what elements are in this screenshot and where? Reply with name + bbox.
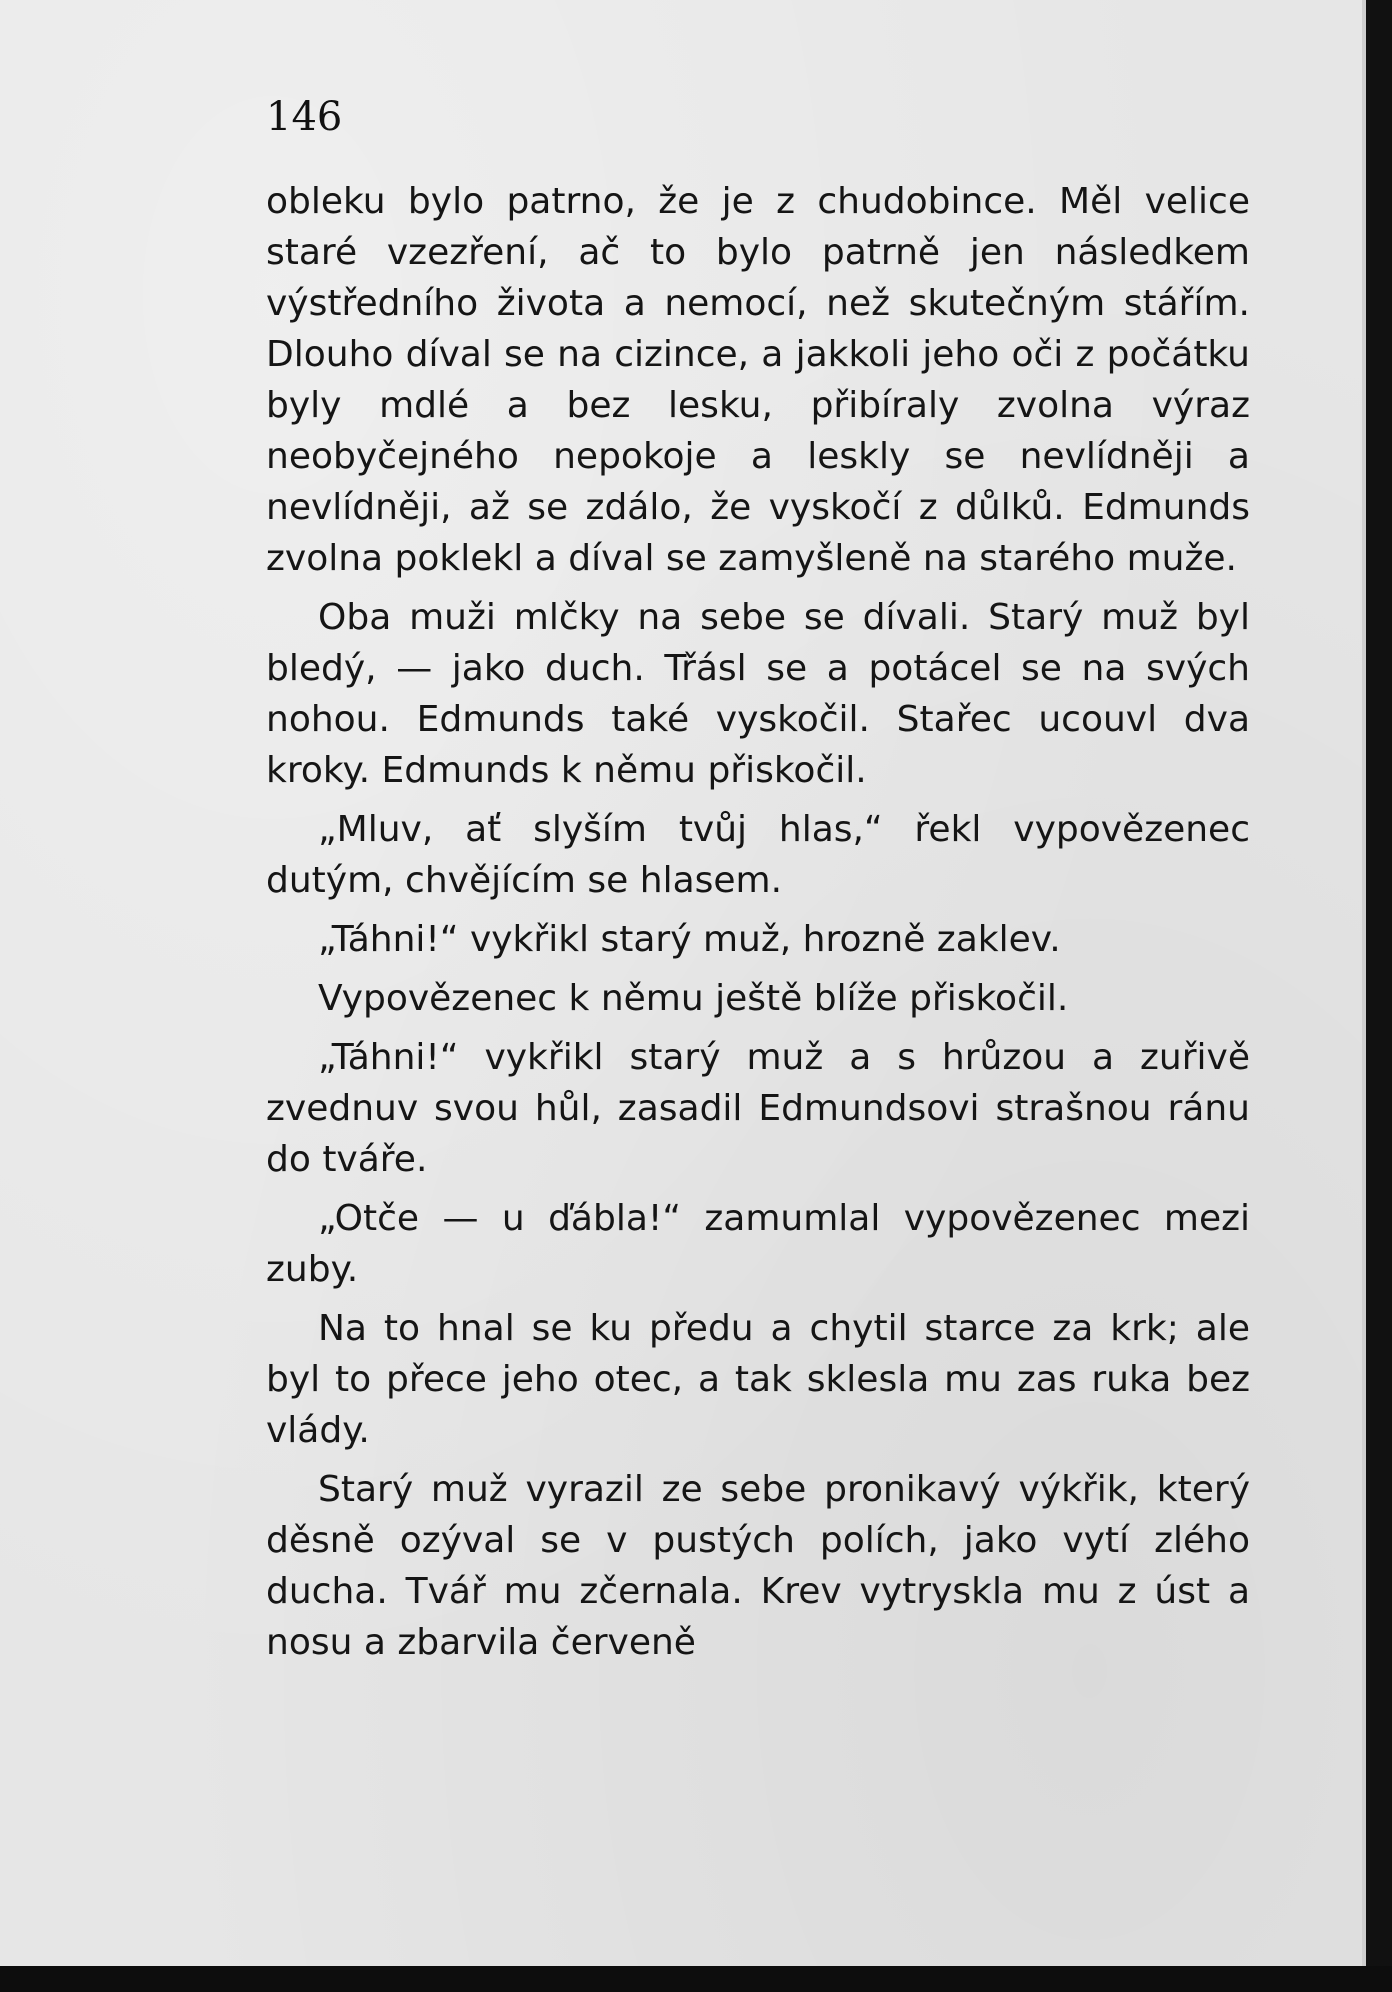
paragraph: Starý muž vyrazil ze sebe pronikavý výkřik, který děsně ozýval se v pustých polích, jako vytí zlého ducha. Tvář mu zčernala. Krev vytryskla mu z úst a nosu a zbarvila červeně	[266, 1469, 1250, 1663]
page-bottom-shadow	[0, 1966, 1392, 1992]
paragraph: obleku bylo patrno, že je z chudobince. Měl velice staré vzezření, ač to bylo patrně jen následkem výstředního života a nemocí, než skutečným stářím. Dlouho díval se na cizince, a jakkoli jeho oči z počátku byly mdlé a bez lesku, přibíraly zvolna výraz neobyčejného nepokoje a leskly se nevlídněji a nevlídněji, až se zdálo, že vyskočí z důlků. Edmunds zvolna poklekl a díval se zamyšleně na starého muže.	[266, 181, 1250, 579]
paragraph: „Mluv, ať slyším tvůj hlas,“ řekl vypovězenec dutým, chvějícím se hlasem.	[266, 809, 1250, 901]
paragraph: Na to hnal se ku předu a chytil starce za krk; ale byl to přece jeho otec, a tak sklesla mu zas ruka bez vlády.	[266, 1308, 1250, 1451]
paragraph: Oba muži mlčky na sebe se dívali. Starý muž byl bledý, — jako duch. Třásl se a potácel se na svých nohou. Edmunds také vyskočil. Stařec ucouvl dva kroky. Edmunds k němu přiskočil.	[266, 597, 1250, 791]
paragraph: „Táhni!“ vykřikl starý muž, hrozně zaklev.	[318, 919, 1061, 960]
paragraph: „Otče — u ďábla!“ zamumlal vypovězenec mezi zuby.	[266, 1198, 1250, 1290]
page-number: 146	[266, 94, 343, 140]
paragraph: Vypovězenec k němu ještě blíže přiskočil.	[318, 978, 1069, 1019]
body-text	[266, 176, 1250, 1676]
paragraph: „Táhni!“ vykřikl starý muž a s hrůzou a zuřivě zvednuv svou hůl, zasadil Edmundsovi strašnou ránu do tváře.	[266, 1037, 1250, 1180]
page-edge-shadow	[1362, 0, 1392, 1992]
